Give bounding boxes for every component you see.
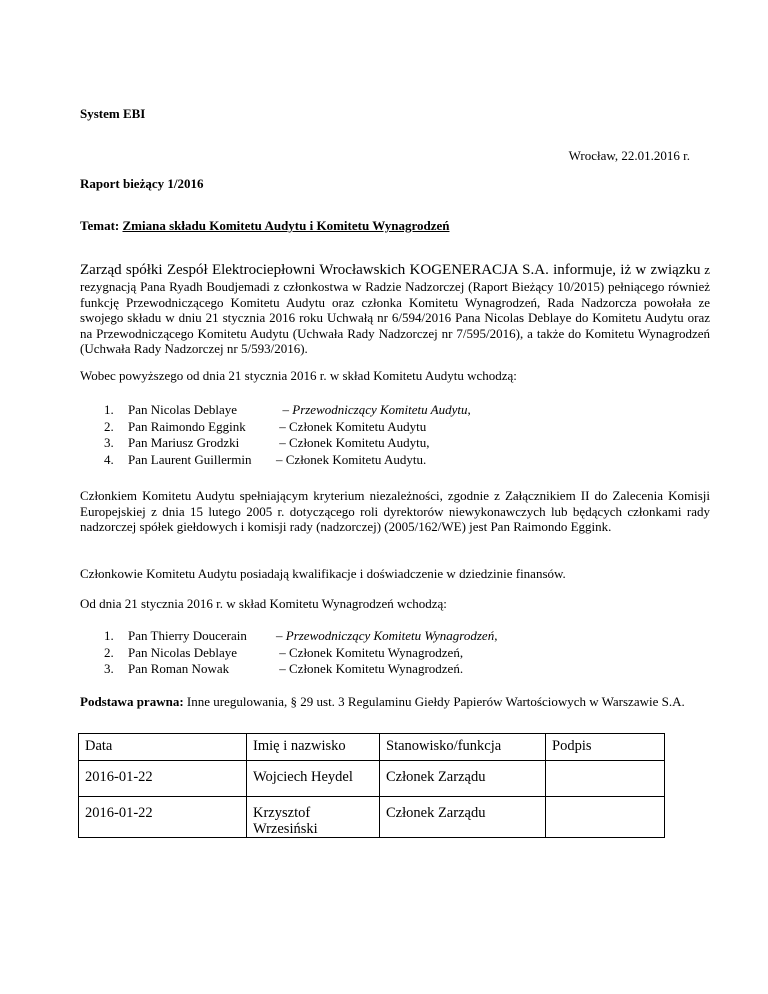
member-tail: , [459, 644, 464, 660]
cell-position: Członek Zarządu [380, 797, 546, 838]
member-tail: . [422, 451, 427, 467]
member-role: Przewodniczący Komitetu Audytu [292, 402, 468, 417]
member-role: Przewodniczący Komitetu Wynagrodzeń [285, 628, 495, 643]
audit-committee-list [104, 402, 704, 468]
cell-signature [546, 797, 665, 838]
member-name: Pan Mariusz Grodzki [128, 435, 240, 450]
cell-name: Krzysztof Wrzesiński [247, 797, 380, 838]
column-header-position: Stanowisko/funkcja [380, 734, 546, 761]
list-number: 2. [104, 418, 114, 434]
audit-committee-intro: Wobec powyższego od dnia 21 stycznia 2016 r. w skład Komitetu Audytu wchodzą: [80, 368, 517, 383]
system-label: System EBI [80, 106, 146, 121]
remuneration-committee-list [104, 628, 704, 678]
member-tail: , [426, 435, 430, 450]
member-dash: – [276, 661, 289, 676]
cell-position: Członek Zarządu [380, 761, 546, 797]
signature-table [78, 733, 665, 838]
list-number: 4. [104, 451, 114, 467]
cell-signature [546, 761, 665, 797]
member-role: Członek Komitetu Audytu [289, 418, 427, 434]
list-item [104, 402, 704, 419]
member-name: Pan Nicolas Deblaye [128, 402, 238, 417]
cell-name: Wojciech Heydel [247, 761, 380, 797]
table-header-row [79, 734, 665, 761]
report-number: Raport bieżący 1/2016 [80, 176, 204, 191]
list-item [104, 419, 704, 436]
list-number: 1. [104, 402, 114, 417]
member-role: Członek Komitetu Wynagrodzeń [289, 644, 460, 660]
list-item [104, 452, 704, 469]
member-tail: , [467, 402, 471, 417]
member-name: Pan Raimondo Eggink [128, 418, 246, 434]
list-number: 3. [104, 661, 114, 676]
topic-label: Temat: [80, 218, 120, 233]
legal-basis-text: Inne uregulowania, § 29 ust. 3 Regulaminu Giełdy Papierów Wartościowych w Warszawie S.A. [186, 694, 685, 709]
cell-date: 2016-01-22 [79, 761, 247, 797]
list-number: 2. [104, 644, 114, 660]
member-tail: . [459, 661, 464, 676]
member-dash: – [276, 435, 289, 450]
list-item [104, 645, 704, 662]
member-name: Pan Roman Nowak [128, 661, 230, 676]
member-name: Pan Thierry Doucerain [128, 628, 247, 643]
independence-criterion-paragraph: Członkiem Komitetu Audytu spełniającym kryterium niezależności, zgodnie z Załącznikiem II do Zalecenia Komisji Europejskiej z dnia 15 lutego 2005 r. dotyczącego roli dyrektorów niewykonawczych lub będących członkami rady nadzorczej spółek giełdowych i komisji rady (nadzorczej) (2005/162/WE) jest Pan Raimondo Eggink. [80, 488, 710, 534]
column-header-date: Data [79, 734, 247, 761]
table-row [79, 761, 665, 797]
column-header-signature: Podpis [546, 734, 665, 761]
list-number: 3. [104, 435, 114, 450]
list-item [104, 661, 704, 678]
member-dash: – [276, 418, 289, 434]
remuneration-committee-intro: Od dnia 21 stycznia 2016 r. w skład Komitetu Wynagrodzeń wchodzą: [80, 596, 447, 611]
cell-date: 2016-01-22 [79, 797, 247, 838]
member-name: Pan Laurent Guillermin [128, 451, 252, 467]
legal-basis-label: Podstawa prawna: [80, 694, 184, 709]
intro-lead: Zarząd spółki Zespół Elektrociepłowni Wrocławskich KOGENERACJA S.A. informuje, iż w związku [80, 262, 701, 278]
column-header-name: Imię i nazwisko [247, 734, 380, 761]
member-name: Pan Nicolas Deblaye [128, 644, 238, 660]
list-item [104, 628, 704, 645]
list-number: 1. [104, 628, 114, 643]
member-role: Członek Komitetu Audytu [285, 451, 423, 467]
member-tail: , [494, 628, 498, 643]
member-dash: – [276, 628, 286, 643]
intro-paragraph [80, 262, 710, 357]
member-dash: – [276, 644, 289, 660]
topic-value: Zmiana składu Komitetu Audytu i Komitetu Wynagrodzeń [122, 218, 450, 233]
table-row [79, 797, 665, 838]
member-dash: – [276, 402, 293, 417]
member-role: Członek Komitetu Wynagrodzeń [289, 661, 460, 676]
city-date: Wrocław, 22.01.2016 r. [568, 148, 690, 163]
legal-basis-paragraph [80, 694, 710, 710]
intro-rest: z rezygnacją Pana Ryadh Boudjemadi z członkostwa w Radzie Nadzorczej (Raport Bieżący 10/2015) pełniącego również funkcję Przewodniczącego Komitetu Audytu oraz członka Komitetu Wynagrodzeń, Rada Nadzorcza powołała ze swojego składu w dniu 21 stycznia 2016 roku Uchwałą nr 6/594/2016 Pana Nicolas Deblaye do Komitetu Audytu oraz na Przewodniczącego Komitetu Audytu (Uchwała Rady Nadzorczej nr 7/595/2016), a także do Komitetu Wynagrodzeń (Uchwała Rady Nadzorczej nr 5/593/2016). [80, 262, 711, 356]
member-dash: – [276, 451, 286, 467]
qualifications-paragraph: Członkowie Komitetu Audytu posiadają kwalifikacje i doświadczenie w dziedzinie finansów. [80, 566, 566, 581]
member-role: Członek Komitetu Audytu [289, 435, 427, 450]
topic-line [80, 218, 449, 234]
list-item [104, 435, 704, 452]
